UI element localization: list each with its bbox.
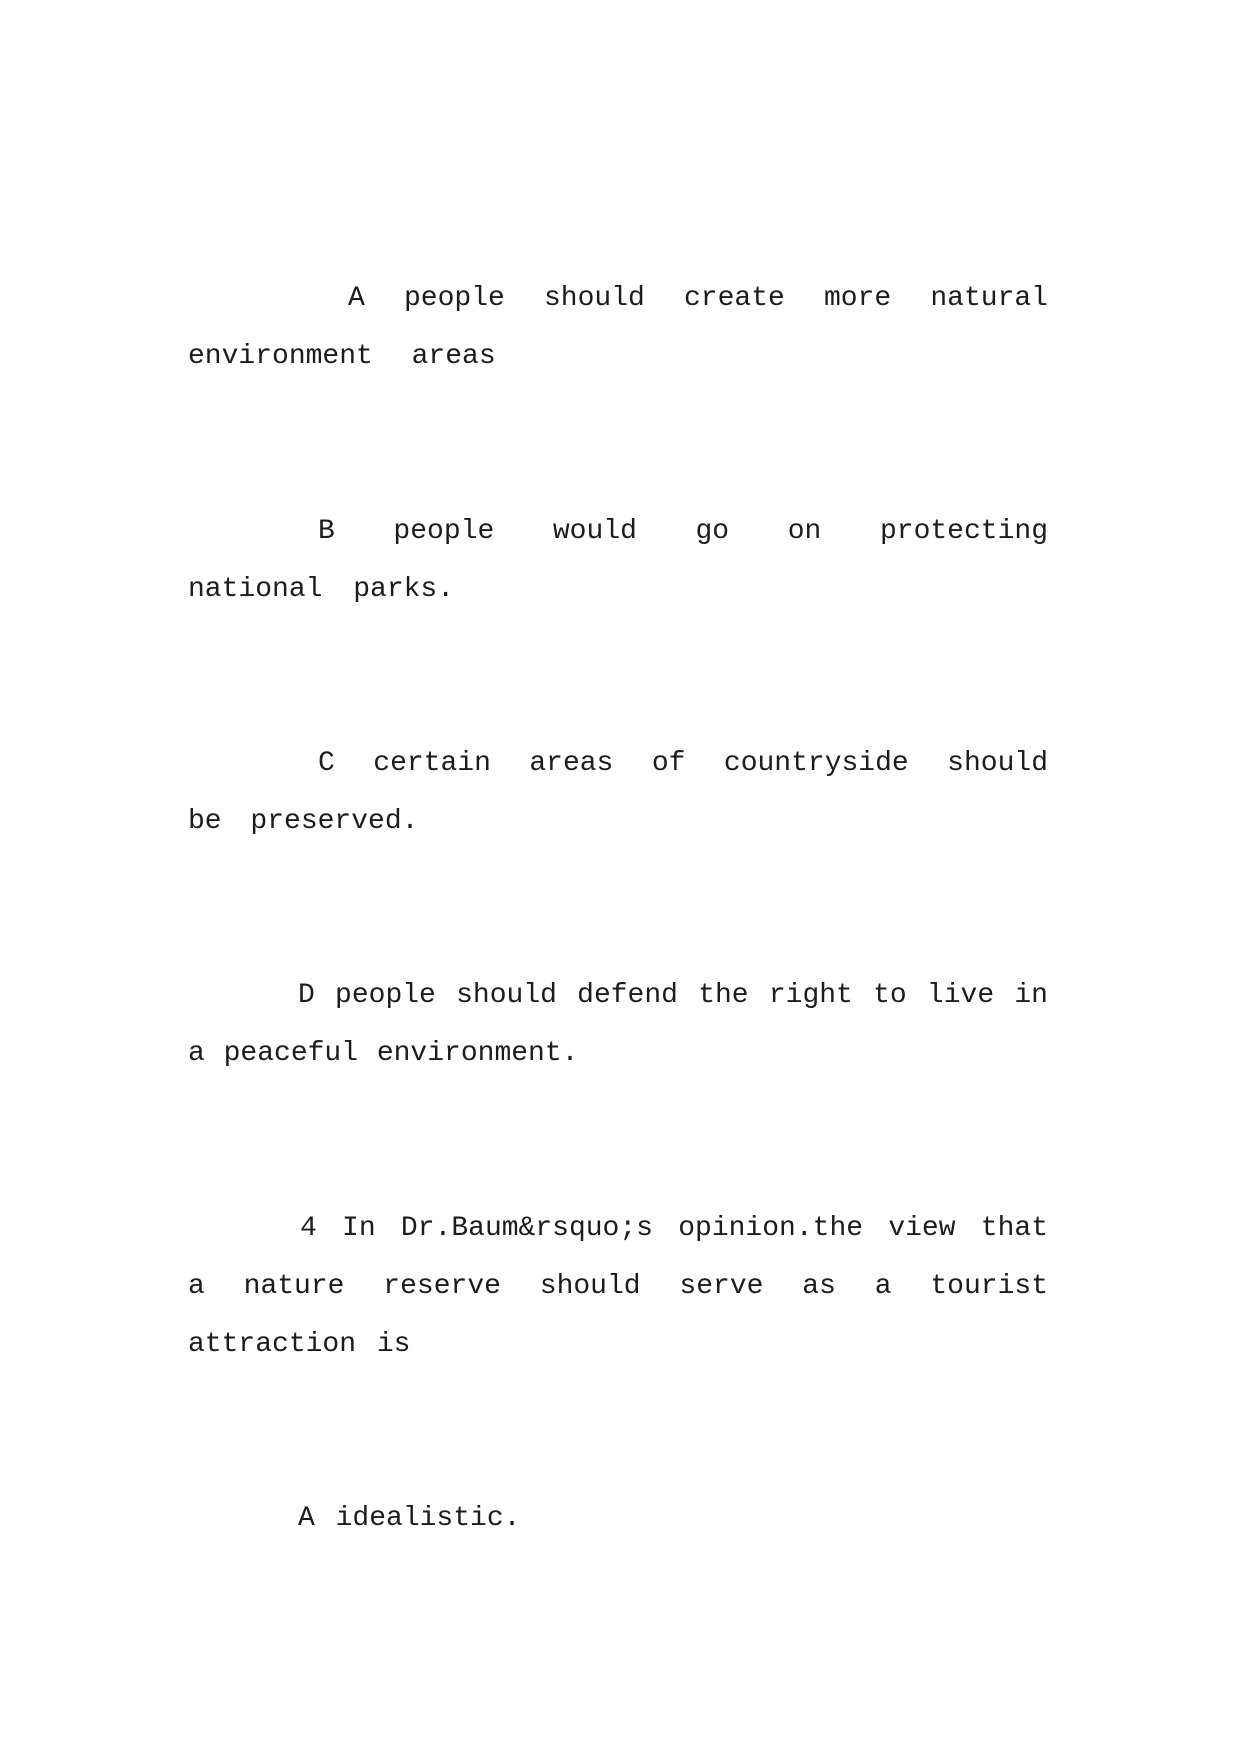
option-b-paragraph: B people would go on protecting national parks. xyxy=(188,516,1048,605)
answer-a-paragraph: A idealistic. xyxy=(298,1503,521,1534)
option-c-paragraph: C certain areas of countryside should be preserved. xyxy=(188,748,1048,837)
option-a-paragraph: A people should create more natural environment areas xyxy=(188,283,1048,372)
question-4-paragraph: 4 In Dr.Baum&rsquo;s opinion.the view that a nature reserve should serve as a tourist attraction is xyxy=(188,1213,1048,1360)
option-d-paragraph: D people should defend the right to live in a peaceful environment. xyxy=(188,980,1048,1069)
